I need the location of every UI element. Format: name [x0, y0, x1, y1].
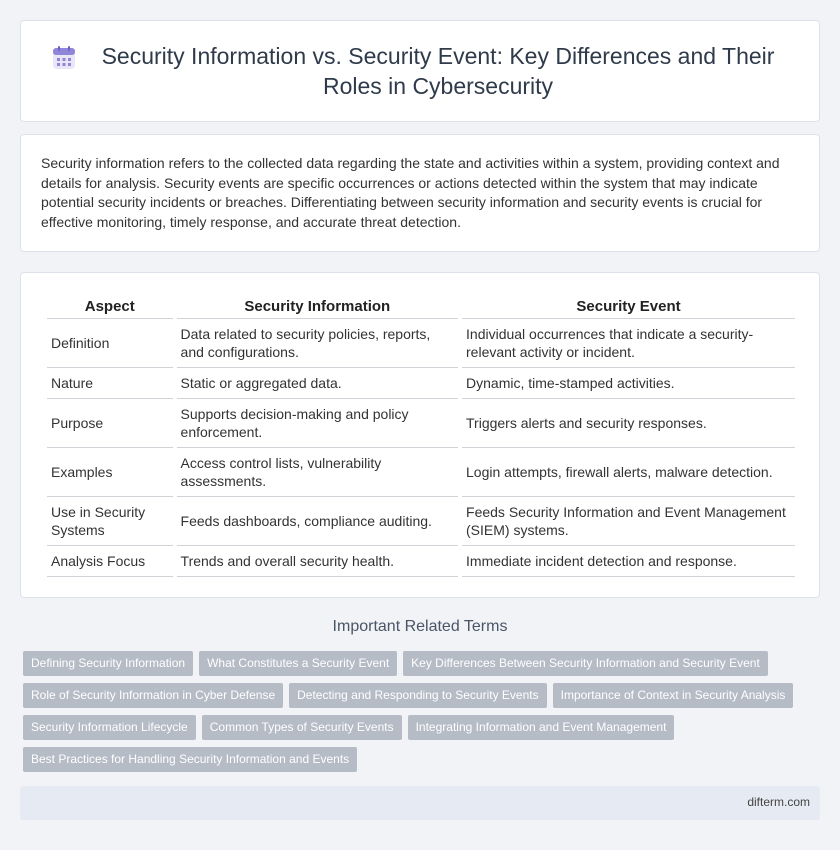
related-term-link[interactable]: Key Differences Between Security Information and Security Event [403, 651, 768, 676]
related-term-link[interactable]: Defining Security Information [23, 651, 193, 676]
row-aspect: Examples [47, 448, 173, 497]
row-event: Triggers alerts and security responses. [462, 399, 795, 448]
intro-card [20, 134, 820, 252]
header-security-information: Security Information [177, 297, 458, 319]
footer [20, 786, 820, 820]
comparison-card [20, 272, 820, 598]
row-information: Data related to security policies, reports, and configurations. [177, 319, 458, 368]
title-card [20, 20, 820, 122]
row-information: Feeds dashboards, compliance auditing. [177, 497, 458, 546]
row-event: Feeds Security Information and Event Management (SIEM) systems. [462, 497, 795, 546]
header-aspect: Aspect [47, 297, 173, 319]
related-term-link[interactable]: Role of Security Information in Cyber Defense [23, 683, 283, 708]
row-aspect: Use in Security Systems [47, 497, 173, 546]
table-row [47, 497, 795, 546]
footer-site-link[interactable]: difterm.com [747, 795, 810, 809]
row-event: Dynamic, time-stamped activities. [462, 368, 795, 399]
row-information: Access control lists, vulnerability assessments. [177, 448, 458, 497]
row-information: Static or aggregated data. [177, 368, 458, 399]
table-header-row [47, 297, 795, 319]
table-row [47, 368, 795, 399]
page-title: Security Information vs. Security Event: Key Differences and Their Roles in Cybersecurity [101, 43, 775, 99]
related-term-link[interactable]: Security Information Lifecycle [23, 715, 196, 740]
row-event: Login attempts, firewall alerts, malware detection. [462, 448, 795, 497]
table-row [47, 448, 795, 497]
row-aspect: Analysis Focus [47, 546, 173, 577]
title-wrap [21, 21, 819, 121]
row-event: Immediate incident detection and response. [462, 546, 795, 577]
related-terms-heading: Important Related Terms [332, 618, 508, 635]
related-term-link[interactable]: Common Types of Security Events [202, 715, 402, 740]
related-term-link[interactable]: Importance of Context in Security Analysis [553, 683, 794, 708]
related-terms-list [23, 651, 803, 779]
related-term-link[interactable]: Integrating Information and Event Management [408, 715, 675, 740]
row-aspect: Nature [47, 368, 173, 399]
row-information: Supports decision-making and policy enforcement. [177, 399, 458, 448]
comparison-table [43, 297, 799, 577]
intro-paragraph: Security information refers to the collected data regarding the state and activities within a system, providing context and details for analysis. Security events are specific occurrences or actions detected within the system that may indicate potential security incidents or breaches. Differentiating between security information and security events is crucial for effective monitoring, timely response, and accurate threat detection. [41, 155, 780, 230]
row-information: Trends and overall security health. [177, 546, 458, 577]
table-row [47, 319, 795, 368]
table-row [47, 546, 795, 577]
related-term-link[interactable]: What Constitutes a Security Event [199, 651, 397, 676]
row-aspect: Purpose [47, 399, 173, 448]
related-term-link[interactable]: Detecting and Responding to Security Events [289, 683, 546, 708]
header-security-event: Security Event [462, 297, 795, 319]
row-event: Individual occurrences that indicate a security-relevant activity or incident. [462, 319, 795, 368]
calendar-icon [51, 45, 77, 71]
row-aspect: Definition [47, 319, 173, 368]
related-term-link[interactable]: Best Practices for Handling Security Information and Events [23, 747, 357, 772]
table-row [47, 399, 795, 448]
